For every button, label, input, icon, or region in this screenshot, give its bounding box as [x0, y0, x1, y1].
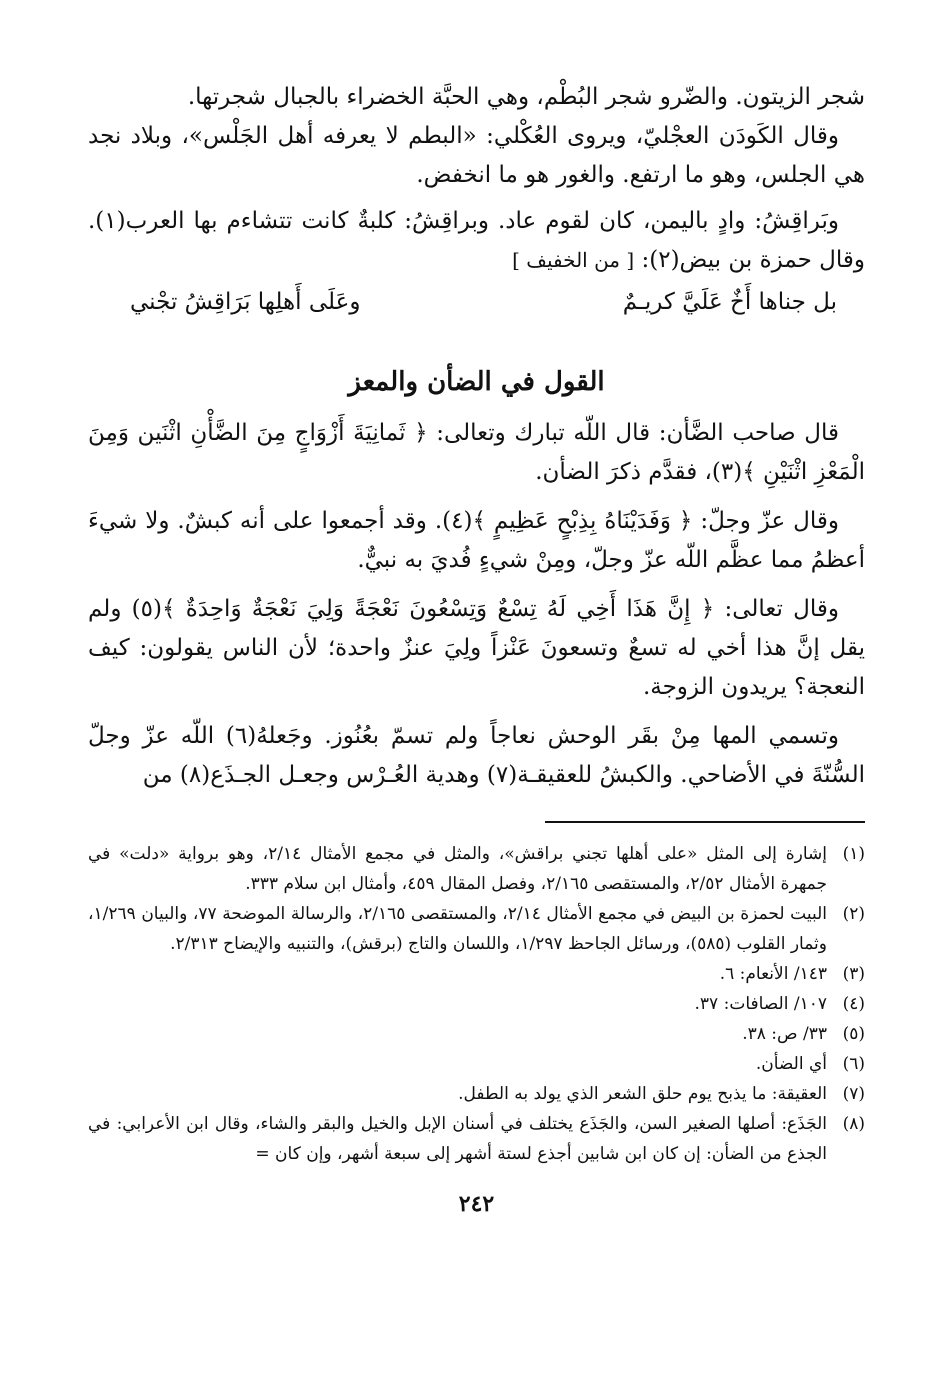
meter-label: [ من الخفيف ]: [512, 248, 635, 272]
footnote: [88, 839, 865, 899]
footnote: [88, 899, 865, 959]
footnote-text: إشارة إلى المثل «على أهلها تجني براقش»، والمثل في مجمع الأمثال ٢/١٤، وهو برواية «دلت» في جمهرة الأمثال ٢/٥٢، والمستقصى ٢/١٦٥، وفصل المقال ٤٥٩، وأمثال ابن سلام ٣٣٣.: [88, 844, 827, 894]
verse-second-hemistich: وعَلَى أَهلِها بَرَاقِشُ تجْني: [130, 289, 361, 315]
body-paragraph: قال صاحب الضَّأن: قال اللّه تبارك وتعالى: ﴿ ثَمانِيَةَ أَزْوَاجٍ مِنَ الضَّأْنِ اثْنَين وَمِنَ الْمَعْزِ اثْنَيْنِ ﴾(٣)، فقدَّم ذكرَ الضأن.: [88, 420, 865, 485]
body-paragraph-text: وبَراقِشُ: وادٍ باليمن، كان لقوم عاد. وبراقِشُ: كلبةٌ كانت تتشاءم بها العرب(١). وقال حمزة بن بيض(٢):: [88, 208, 865, 273]
poem-verse: [88, 282, 865, 322]
footnote: [88, 1049, 865, 1079]
body-paragraph: وقال الكَودَن العجْليّ، ويروى العُكْلي: «البطم لا يعرفه أهل الجَلْس»، وبلاد نجد هي الجلس، وهو ما ارتفع. والغور هو ما انخفض.: [88, 123, 865, 188]
footnote-text: ١٤٣/ الأنعام: ٦.: [719, 964, 827, 984]
footnote-number: (٤): [842, 994, 865, 1014]
body-paragraph: وقال تعالى: ﴿ إِنَّ هَذَا أَخِي لَهُ تِسْعٌ وَتِسْعُونَ نَعْجَةً وَلِيَ نَعْجَةٌ وَاحِدَةٌ ﴾(٥) ولم يقل إنَّ هذا أخي له تسعٌ وتسعونَ عَنْزاً ولِيَ عنزٌ واحدة؛ لأن الناس يقولون: كيف النعجة؟ يريدون الزوجة.: [88, 596, 865, 700]
page-number: ٢٤٢: [458, 1191, 495, 1217]
body-paragraph: وقال عزّ وجلّ: ﴿ وَفَدَيْنَاهُ بِذِبْحٍ عَظِيمٍ ﴾(٤). وقد أجمعوا على أنه كبشٌ. ولا شيءَ أعظمُ مما عظَّم اللّه عزّ وجلّ، ومِنْ شيءٍ فُديَ به نبيٌّ.: [88, 508, 865, 573]
footnote-text: البيت لحمزة بن البيض في مجمع الأمثال ٢/١٤، والمستقصى ٢/١٦٥، والرسالة الموضحة ٧٧، والبيان ١/٢٦٩، وثمار القلوب (٥٨٥)، ورسائل الجاحظ ١/٢٩٧، واللسان والتاج (برقش)، والتنبيه والإيضاح ٢/٣١٣.: [88, 904, 827, 954]
section-heading: القول في الضأن والمعز: [348, 367, 605, 397]
footnote-number: (٣): [842, 964, 865, 984]
footnote-text: أي الضأن.: [755, 1054, 827, 1074]
footnote-number: (٨): [842, 1114, 865, 1134]
body-paragraph: شجر الزيتون. والضّرو شجر البُطْم، وهي الحبَّة الخضراء بالجبال شجرتها.: [187, 84, 865, 110]
footnote: [88, 1019, 865, 1049]
verse-first-hemistich: بل جناها أَخٌ عَلَيَّ كريـمٌ: [622, 289, 837, 315]
footnote-text: ١٠٧/ الصافات: ٣٧.: [694, 994, 827, 1014]
footnote: [88, 1079, 865, 1109]
footnote-number: (٦): [842, 1054, 865, 1074]
footnote: [88, 989, 865, 1019]
footnotes-list: [88, 839, 865, 1169]
footnote-text: الجَذَع: أصلها الصغير السن، والجَذَع يختلف في أسنان الإبل والخيل والبقر والشاء، وقال ابن الأعرابي: في الجذع من الضأن: إن كان ابن شابين أجذع لستة أشهر إلى سبعة أشهر، وإن كان =: [88, 1114, 827, 1164]
footnote-number: (١): [842, 844, 865, 864]
footnote-text: ٣٣/ ص: ٣٨.: [742, 1024, 827, 1044]
footnote-number: (٧): [842, 1084, 865, 1104]
footnote: [88, 1109, 865, 1169]
footnote-text: العقيقة: ما يذبح يوم حلق الشعر الذي يولد به الطفل.: [458, 1084, 827, 1104]
book-page: [88, 78, 865, 1384]
footnote-number: (٢): [842, 904, 865, 924]
footnote: [88, 959, 865, 989]
footnote-separator: [545, 821, 865, 823]
footnote-number: (٥): [842, 1024, 865, 1044]
body-paragraph: [88, 202, 865, 280]
body-paragraph: وتسمي المها مِنْ بقَر الوحش نعاجاً ولم تسمّ بعُنُوز. وجَعلهُ(٦) اللّه عزّ وجلّ السُّنّةَ في الأضاحي. والكبشُ للعقيقـة(٧) وهدية العُـرْس وجعـل الجـذَع(٨) من: [88, 723, 865, 788]
